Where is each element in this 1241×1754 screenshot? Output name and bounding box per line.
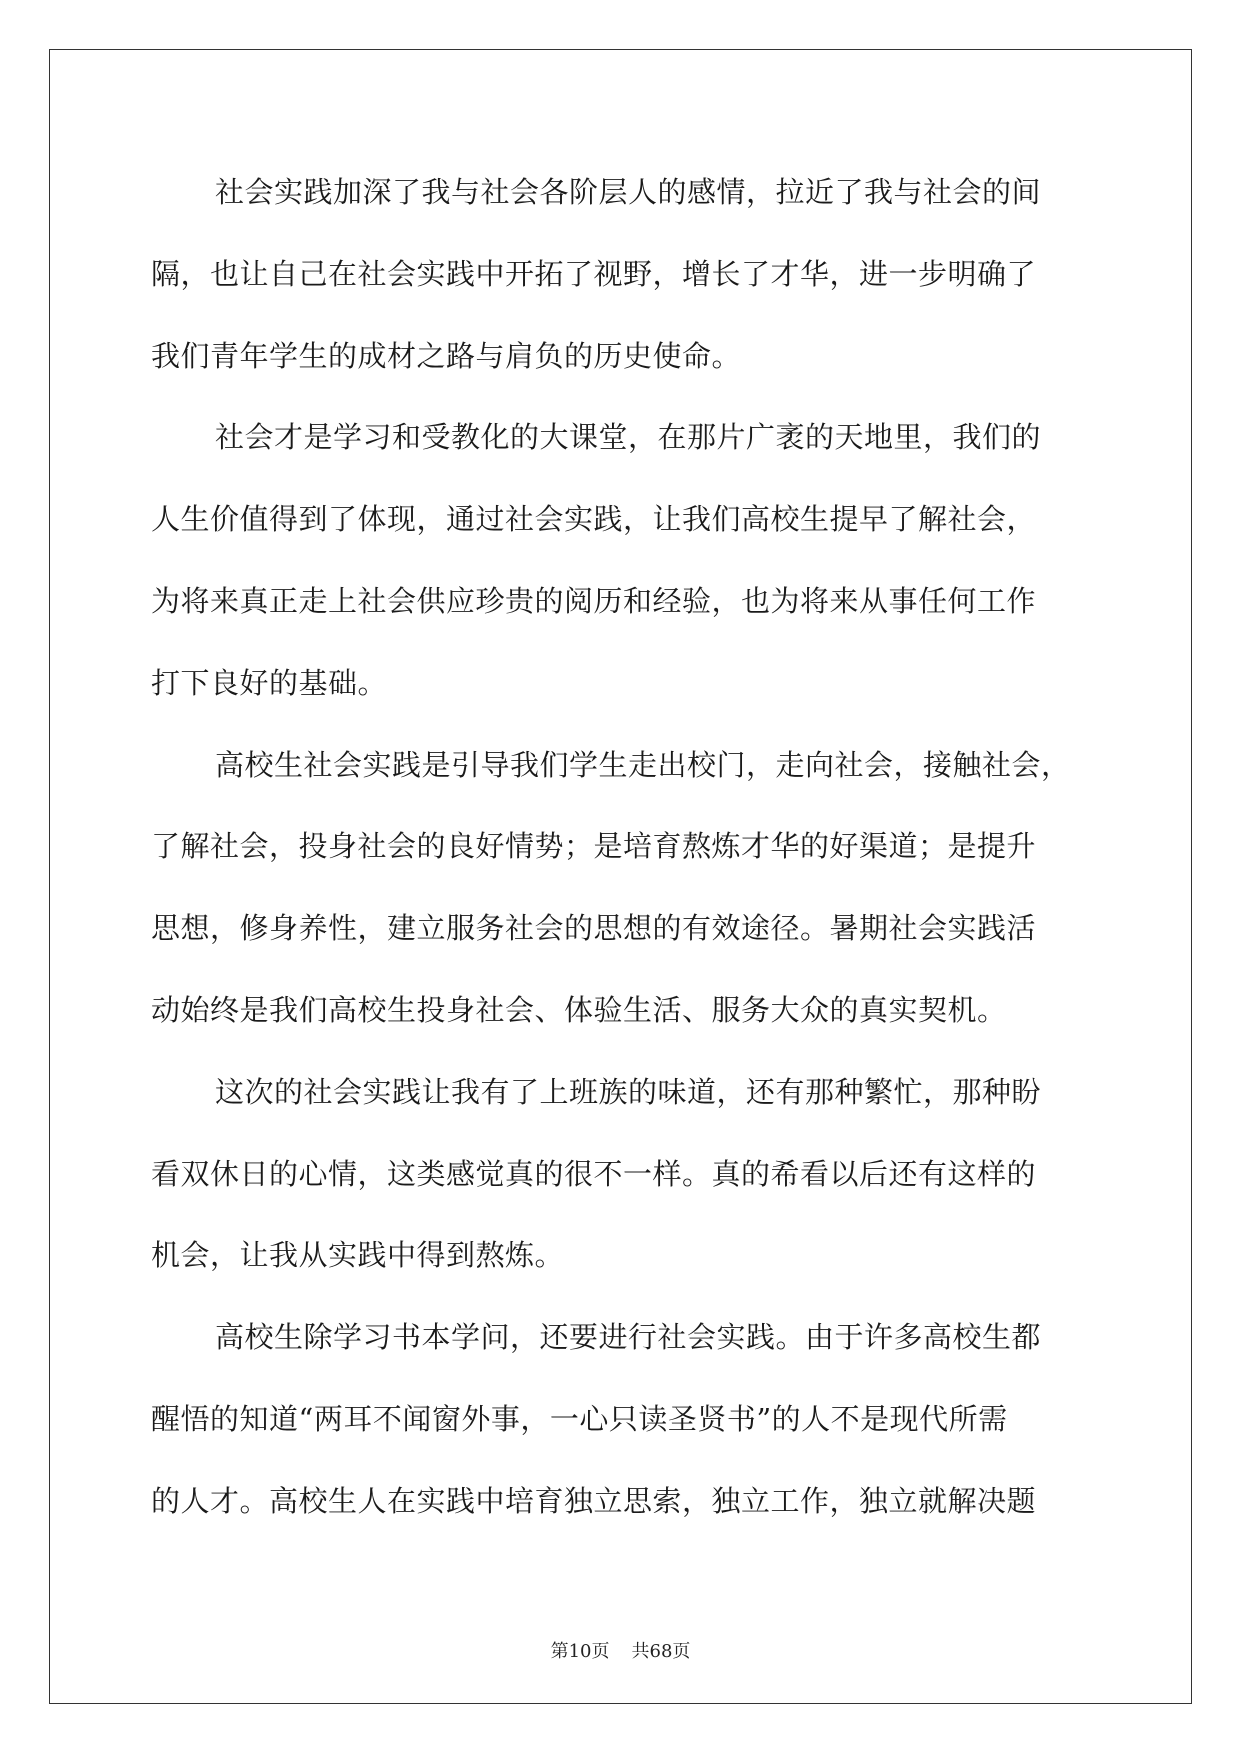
text-line: 社会实践加深了我与社会各阶层人的感情，拉近了我与社会的间 (215, 175, 1042, 209)
text-line: 看双休日的心情，这类感觉真的很不一样。真的希看以后还有这样的 (151, 1156, 1037, 1191)
page-footer (0, 1640, 1241, 1664)
text-line: 了解社会，投身社会的良好情势；是培育熬炼才华的好渠道；是提升 (151, 829, 1037, 864)
total-page-count: 共68页 (631, 1641, 691, 1662)
text-line: 隔，也让自己在社会实践中开拓了视野，增长了才华，进一步明确了 (151, 256, 1037, 291)
text-line: 动始终是我们高校生投身社会、体验生活、服务大众的真实契机。 (151, 992, 1007, 1027)
text-line: 醒悟的知道“两耳不闻窗外事，一心只读圣贤书”的人不是现代所需 (151, 1401, 1008, 1436)
text-line: 为将来真正走上社会供应珍贵的阅历和经验，也为将来从事任何工作 (151, 583, 1037, 618)
text-line: 打下良好的基础。 (151, 665, 388, 700)
text-line: 我们青年学生的成材之路与肩负的历史使命。 (151, 338, 742, 373)
document-body (151, 162, 1096, 1553)
text-line: 机会，让我从实践中得到熬炼。 (151, 1238, 565, 1273)
text-line: 人生价值得到了体现，通过社会实践，让我们高校生提早了解社会， (151, 502, 1037, 537)
text-line: 这次的社会实践让我有了上班族的味道，还有那种繁忙，那种盼 (215, 1074, 1042, 1109)
current-page-number: 第10页 (550, 1641, 610, 1662)
text-line: 高校生除学习书本学问，还要进行社会实践。由于许多高校生都 (215, 1320, 1042, 1355)
text-line: 的人才。高校生人在实践中培育独立思索，独立工作，独立就解决题 (151, 1483, 1037, 1518)
text-line: 思想，修身养性，建立服务社会的思想的有效途径。暑期社会实践活 (151, 911, 1037, 946)
text-line: 社会才是学习和受教化的大课堂，在那片广袤的天地里，我们的 (215, 420, 1042, 455)
text-line: 高校生社会实践是引导我们学生走出校门，走向社会，接触社会， (215, 747, 1071, 782)
